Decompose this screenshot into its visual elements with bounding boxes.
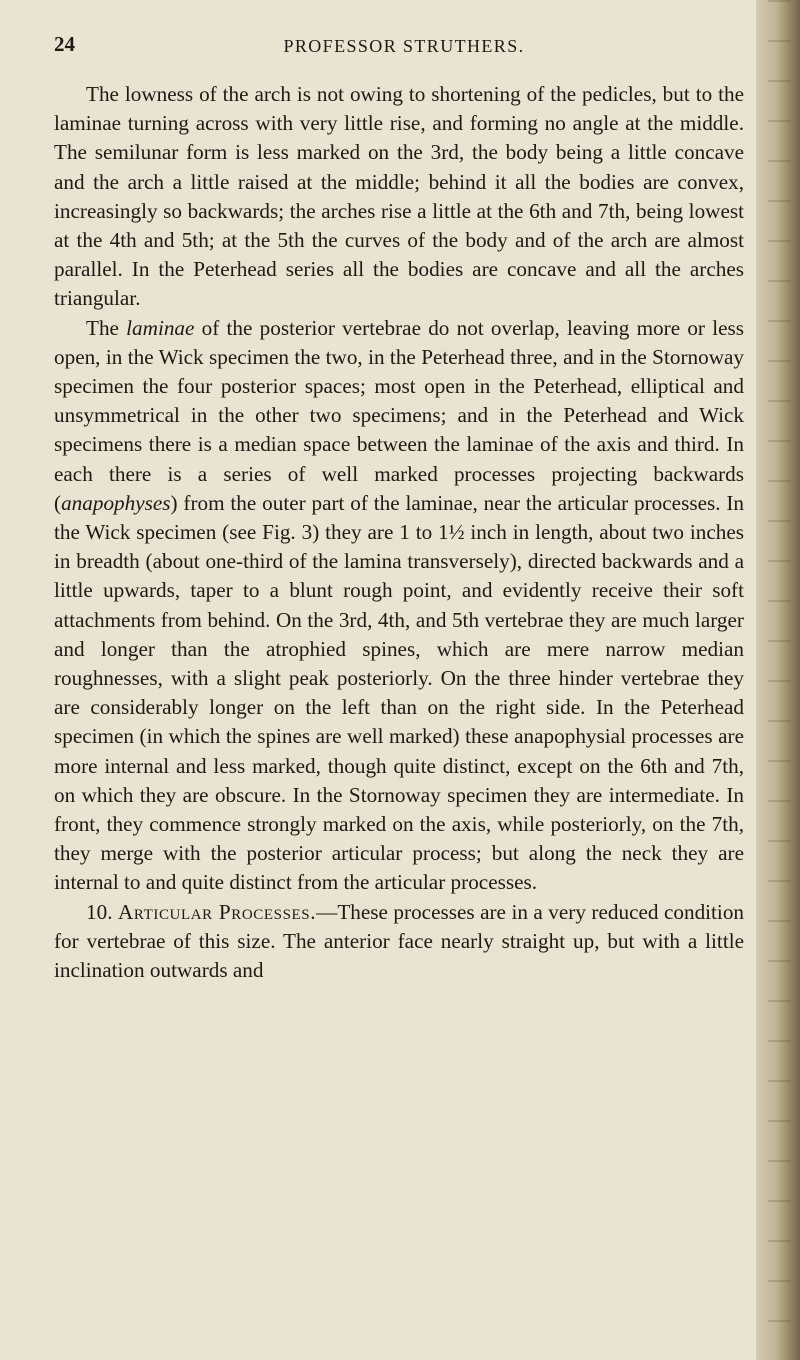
paragraph-text: The lowness of the arch is not owing to shortening of the pedicles, but to the laminae turning across with very little rise, and forming no angle at the middle. The semilunar form is less marked on the 3rd, the body being a little concave and the arch a little raised at the middle; behind it all the bodies are convex, increasingly so backwards; the arches rise a little at the 6th and 7th, being lowest at the 4th and 5th; at the 5th the curves of the body and of the arch are almost parallel. In the Peterhead series all the bodies are concave and all the arches triangular. [54,82,744,311]
italic-term-laminae: laminae [126,315,195,340]
page-edge-texture [768,0,790,1360]
paragraph-text-middle: of the posterior vertebrae do not overlap, leaving more or less open, in the Wick specimen the two, in the Peterhead three, and in the Stornoway specimen the four posterior spaces; most open in the Peterhead, elliptical and unsymmetrical in the other two specimens; and in the Peterhead and Wick specimens there is a median space between the laminae of the axis and third. In each there is a series of well marked processes projecting backwards ( [54,315,744,515]
body-text [54,80,744,985]
section-number: 10. [86,899,118,924]
paragraph-arch-lowness [54,80,744,314]
page-number: 24 [54,32,75,56]
paragraph-text: —These processes are in a very reduced condition for vertebrae of this size. The anterior face nearly straight up, but with a little inclination outwards and [54,899,745,983]
page-header [54,32,744,64]
section-heading: Articular Processes. [117,899,317,924]
paragraph-laminae [54,314,744,898]
running-head: PROFESSOR STRUTHERS. [283,36,525,56]
italic-term-anapophyses: anapophyses [61,490,171,515]
paragraph-articular-processes [54,898,744,986]
paragraph-text-end: ) from the outer part of the laminae, near the articular processes. In the Wick specimen (see Fig. 3) they are 1 to 1½ inch in length, about two inches in breadth (about one-third of the lamina transversely), directed backwards and a little upwards, taper to a blunt rough point, and evidently receive their soft attachments from behind. On the 3rd, 4th, and 5th vertebrae they are much larger and longer than the atrophied spines, which are mere narrow median roughnesses, with a slight peak posteriorly. On the three hinder vertebrae they are considerably longer on the left than on the right side. In the Peterhead specimen (in which the spines are well marked) these anapophysial processes are more internal and less marked, though quite distinct, except on the 6th and 7th, on which they are obscure. In the Stornoway specimen they are intermediate. In front, they commence strongly marked on the axis, while posteriorly, on the 7th, they merge with the posterior articular process; but along the neck they are internal to and quite distinct from the articular processes. [54,490,744,895]
paragraph-text-start: The [86,315,127,340]
